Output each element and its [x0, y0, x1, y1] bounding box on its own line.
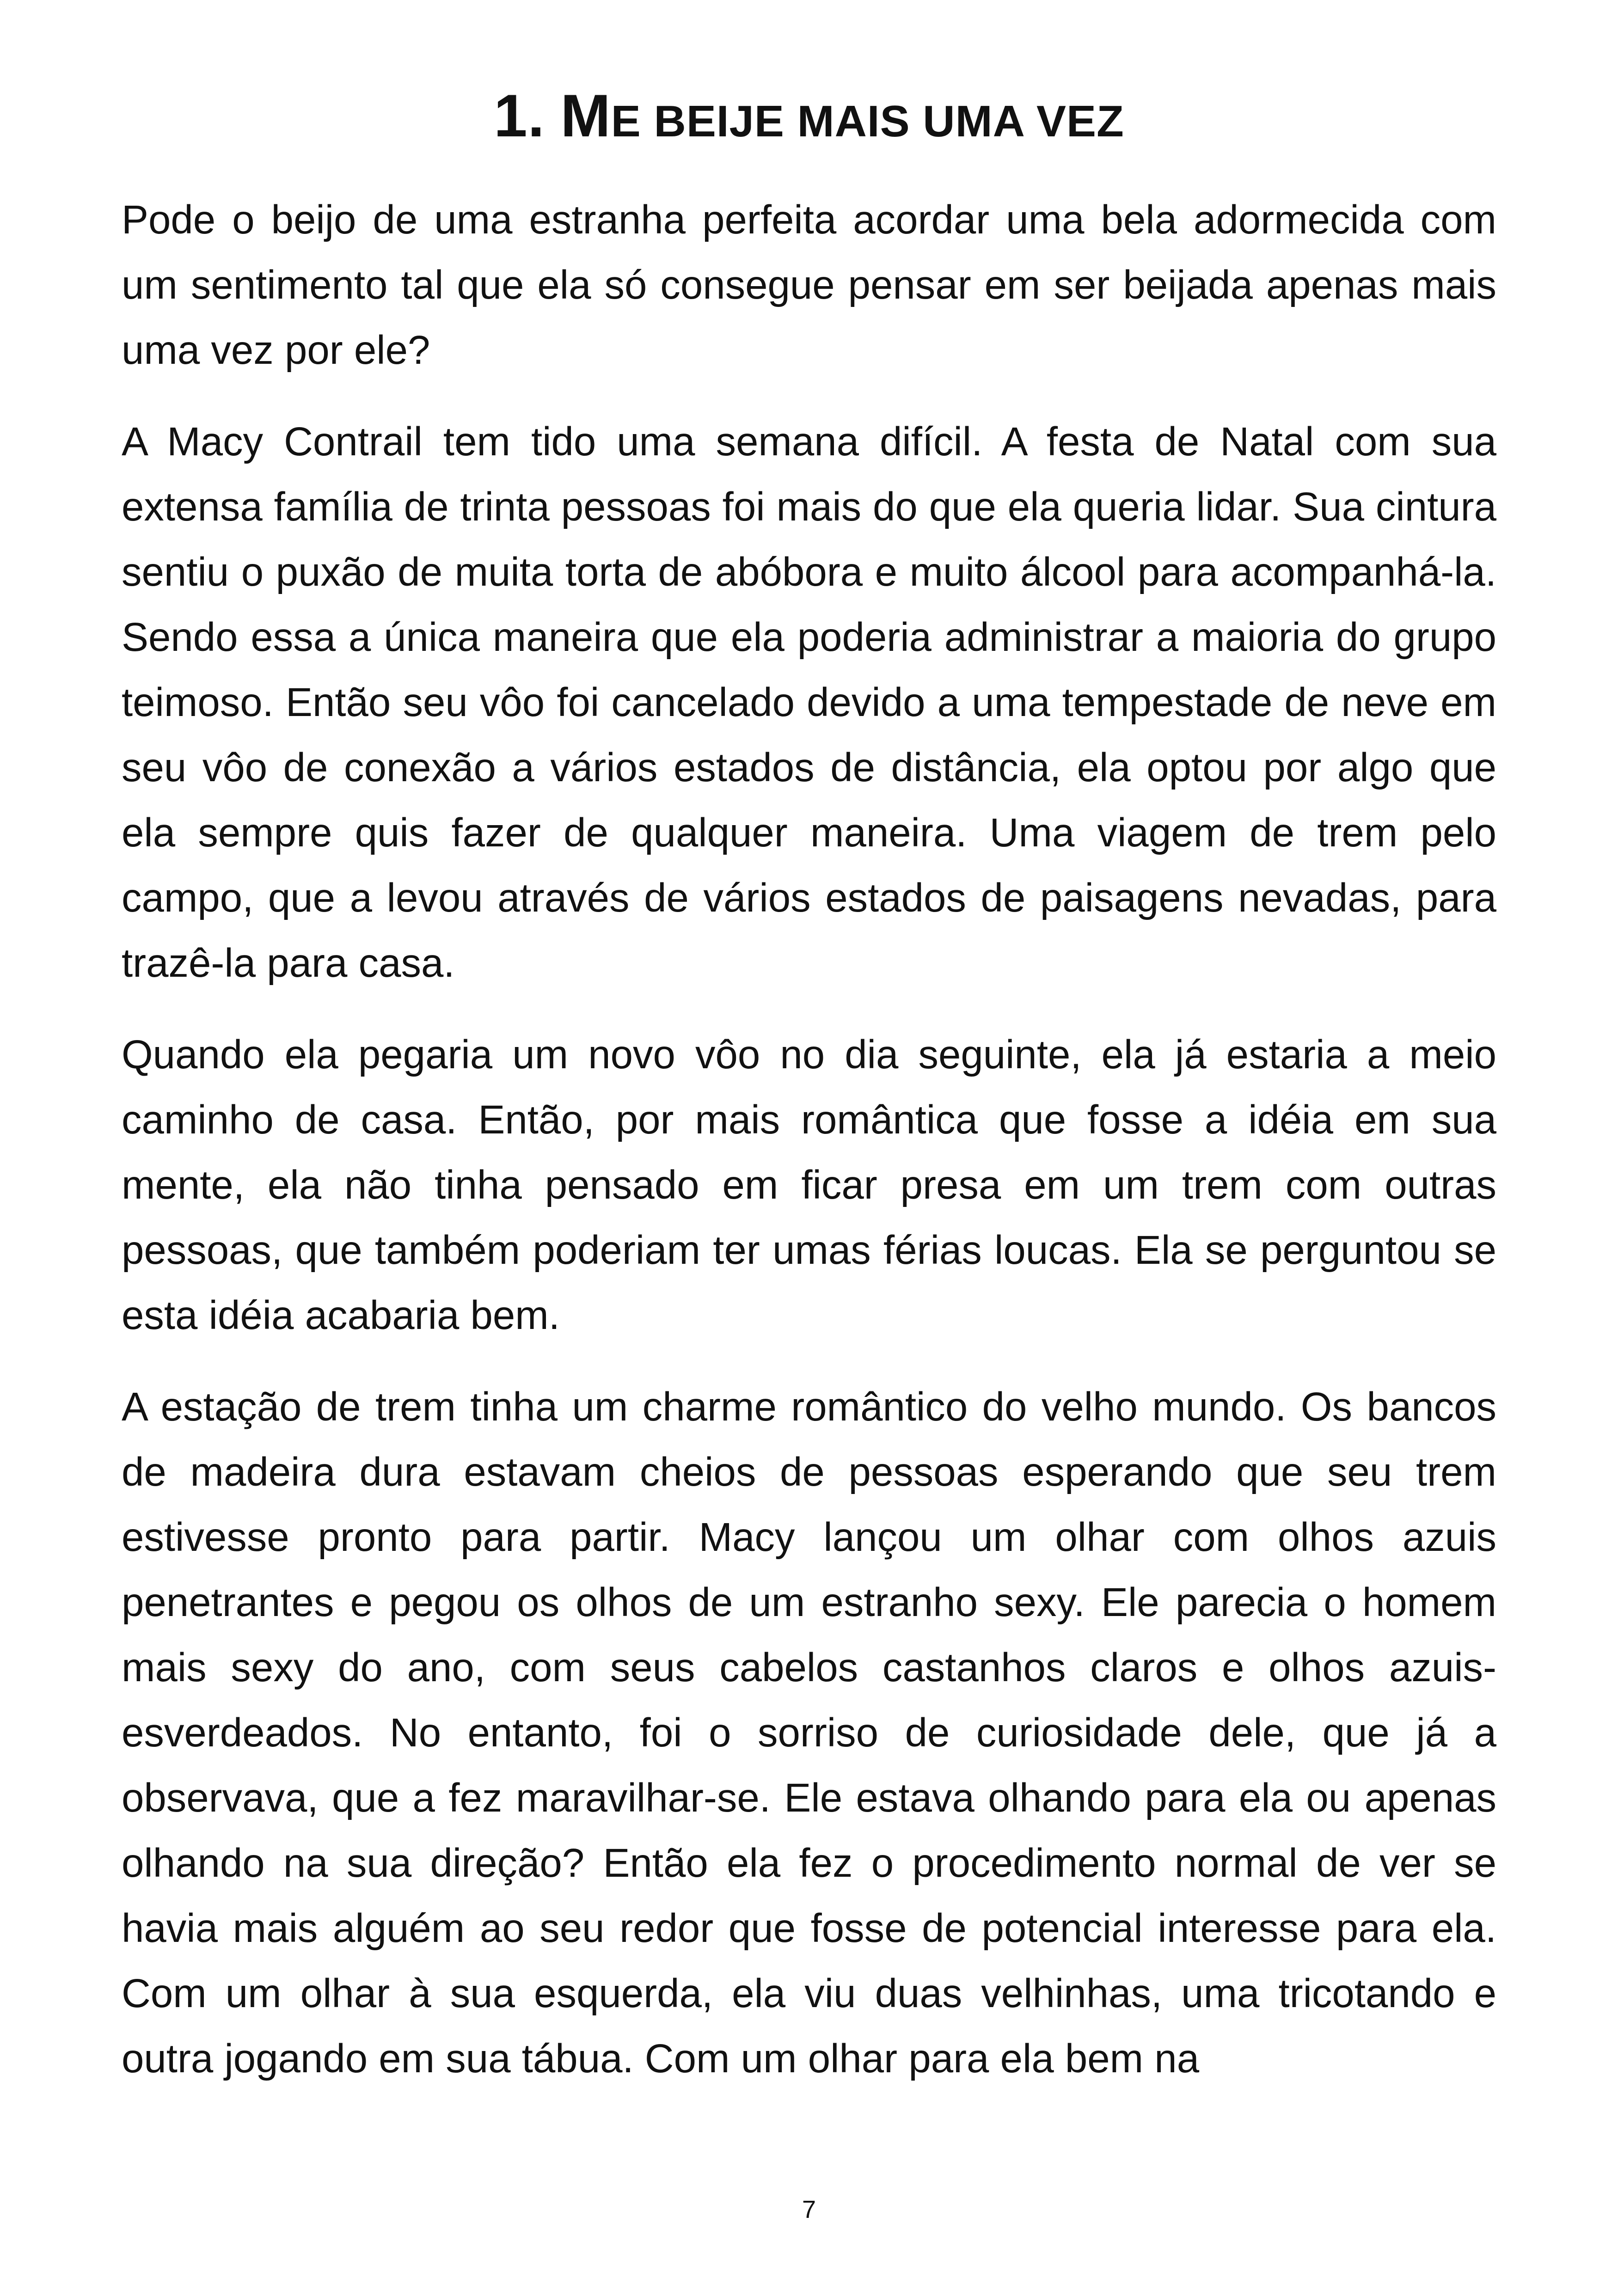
chapter-title-initial: M — [560, 82, 611, 149]
chapter-title — [0, 81, 1618, 156]
page-number: 7 — [802, 2196, 816, 2223]
chapter-title-rest: E BEIJE MAIS UMA VEZ — [611, 97, 1124, 146]
chapter-number: 1. — [494, 82, 545, 149]
paragraph: A estação de trem tinha um charme romântico do velho mundo. Os bancos de madeira dura estavam cheios de pessoas esperando que seu trem estivesse pronto para partir. Macy lançou um olhar com olhos azuis penetrantes e pegou os olhos de um estranho sexy. Ele parecia o homem mais sexy do ano, com seus cabelos castanhos claros e olhos azuis-esverdeados. No entanto, foi o sorriso de curiosidade dele, que já a observava, que a fez maravilhar-se. Ele estava olhando para ela ou apenas olhando na sua direção? Então ela fez o procedimento normal de ver se havia mais alguém ao seu redor que fosse de potencial interesse para ela. Com um olhar à sua esquerda, ela viu duas velhinhas, uma tricotando e outra jogando em sua tábua. Com um olhar para ela bem na — [122, 1384, 1496, 2081]
paragraph: Quando ela pegaria um novo vôo no dia seguinte, ela já estaria a meio caminho de casa. Então, por mais romântica que fosse a idéia em sua mente, ela não tinha pensado em ficar presa em um trem com outras pessoas, que também poderiam ter umas férias loucas. Ela se perguntou se esta idéia acabaria bem. — [122, 1032, 1496, 1338]
paragraph: Pode o beijo de uma estranha perfeita acordar uma bela adormecida com um sentimento tal que ela só consegue pensar em ser beijada apenas mais uma vez por ele? — [122, 197, 1496, 373]
paragraph: A Macy Contrail tem tido uma semana difícil. A festa de Natal com sua extensa família de trinta pessoas foi mais do que ela queria lidar. Sua cintura sentiu o puxão de muita torta de abóbora e muito álcool para acompanhá-la. Sendo essa a única maneira que ela poderia administrar a maioria do grupo teimoso. Então seu vôo foi cancelado devido a uma tempestade de neve em seu vôo de conexão a vários estados de distância, ela optou por algo que ela sempre quis fazer de qualquer maneira. Uma viagem de trem pelo campo, que a levou através de vários estados de paisagens nevadas, para trazê-la para casa. — [122, 419, 1496, 986]
chapter-body — [122, 187, 1496, 2118]
